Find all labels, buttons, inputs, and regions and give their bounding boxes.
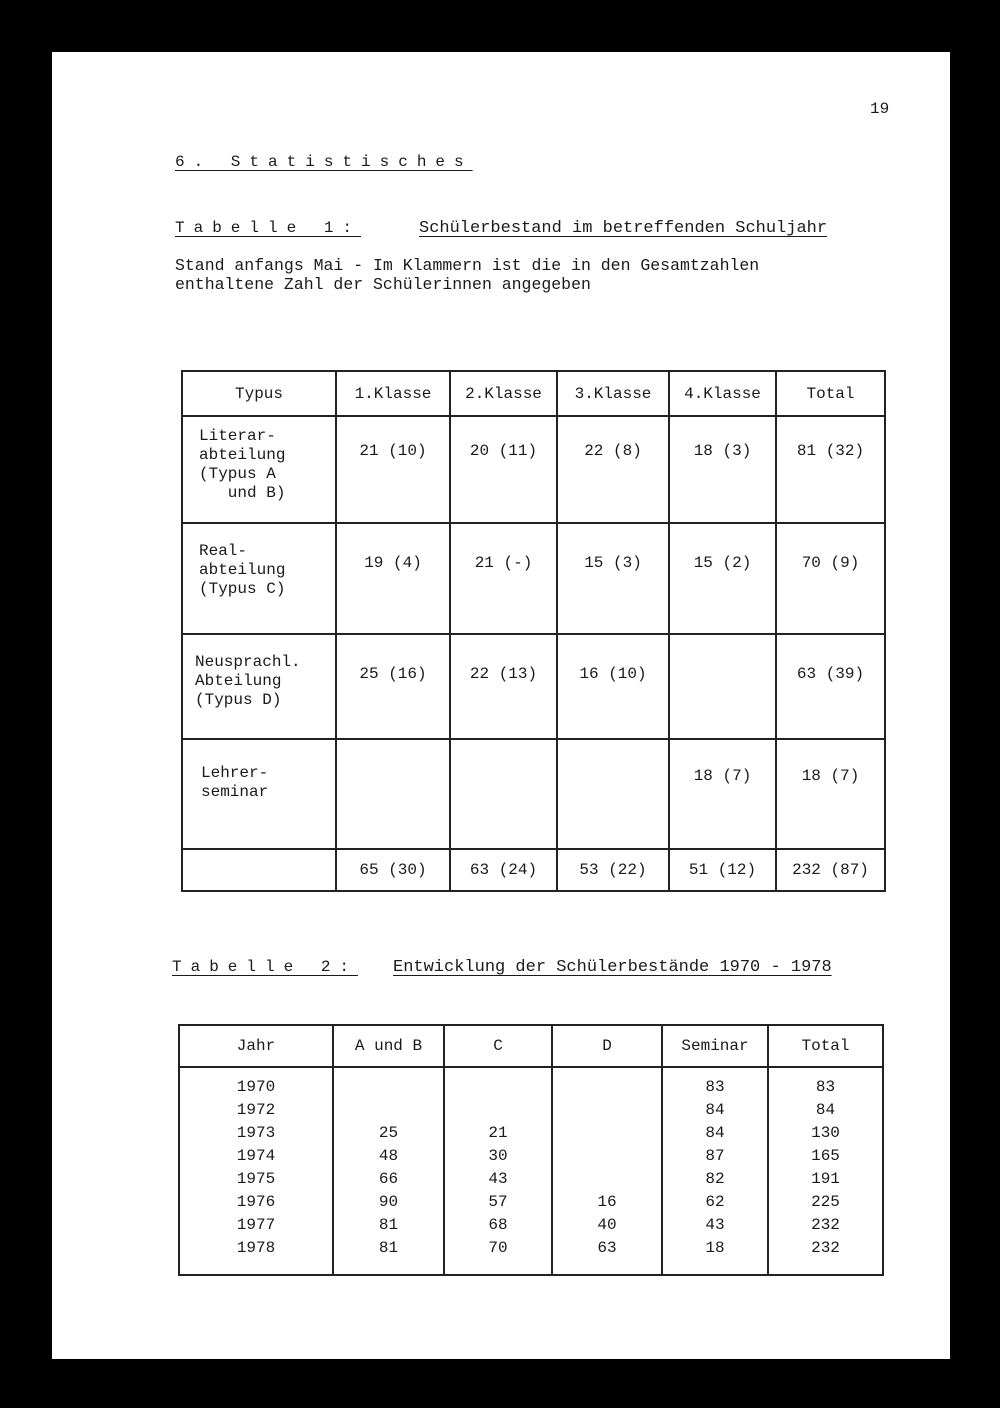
table2-label: Tabelle 2: <box>172 958 359 976</box>
table-cell: 20 (11) <box>450 416 557 523</box>
table-cell: 16 <box>597 1193 617 1211</box>
table-cell: 43 <box>705 1216 725 1234</box>
table-cell: 225 <box>811 1193 840 1211</box>
table-cell: 18 (3) <box>669 416 776 523</box>
table-cell <box>553 1168 661 1191</box>
table2-column-jahr <box>179 1067 333 1275</box>
table-cell: 191 <box>811 1170 840 1188</box>
table-cell: 21 (-) <box>450 523 557 634</box>
table-cell: 15 (2) <box>669 523 776 634</box>
row-label: Literar- abteilung (Typus A und B) <box>182 416 336 523</box>
table2-header: C <box>444 1025 552 1067</box>
table2-column-a-und-b <box>333 1067 444 1275</box>
table-cell: 70 <box>488 1239 508 1257</box>
table1-header: Typus <box>182 371 336 416</box>
table1-header: 2.Klasse <box>450 371 557 416</box>
row-label: Real- abteilung (Typus C) <box>182 523 336 634</box>
document-page <box>52 52 950 1359</box>
table-cell: 1978 <box>236 1239 276 1257</box>
table-cell: 165 <box>811 1147 840 1165</box>
table-cell: 21 <box>488 1124 508 1142</box>
row-label: Lehrer- seminar <box>182 739 336 849</box>
table2-column-d <box>552 1067 662 1275</box>
table1-header: 1.Klasse <box>336 371 450 416</box>
table-row <box>182 416 885 523</box>
table-cell: 57 <box>488 1193 508 1211</box>
table-cell: 19 (4) <box>336 523 450 634</box>
table-cell <box>336 739 450 849</box>
table-cell: 1972 <box>236 1101 276 1119</box>
table-cell: 90 <box>378 1193 399 1211</box>
table2-column-seminar <box>662 1067 768 1275</box>
table-cell: 68 <box>488 1216 508 1234</box>
table1-header: 4.Klasse <box>669 371 776 416</box>
totals-cell: 232 (87) <box>776 849 885 891</box>
table-cell: 25 (16) <box>336 634 450 739</box>
table-cell: 1974 <box>236 1147 276 1165</box>
table1-label: Tabelle 1: <box>175 219 362 237</box>
table-cell: 16 (10) <box>557 634 669 739</box>
page-number: 19 <box>870 100 890 118</box>
table-cell: 81 <box>378 1216 399 1234</box>
table-cell: 82 <box>705 1170 725 1188</box>
table-row <box>182 523 885 634</box>
table-cell: 30 <box>488 1147 508 1165</box>
table-cell <box>445 1099 551 1122</box>
table-cell: 232 <box>811 1239 840 1257</box>
table-cell: 22 (8) <box>557 416 669 523</box>
table-cell: 70 (9) <box>776 523 885 634</box>
table-cell: 1970 <box>236 1078 276 1096</box>
table1-note-line2: enthaltene Zahl der Schülerinnen angegeben <box>175 275 591 294</box>
table-cell: 1973 <box>236 1124 276 1142</box>
table-cell: 1977 <box>236 1216 276 1234</box>
totals-cell: 53 (22) <box>557 849 669 891</box>
table2 <box>178 1024 884 1276</box>
table-row <box>182 634 885 739</box>
table-cell <box>553 1076 661 1099</box>
table-cell: 22 (13) <box>450 634 557 739</box>
table-cell: 84 <box>815 1101 836 1119</box>
table1 <box>181 370 886 892</box>
table-cell: 63 (39) <box>776 634 885 739</box>
table2-header: Jahr <box>179 1025 333 1067</box>
table-row <box>182 739 885 849</box>
table1-title: Schülerbestand im betreffenden Schuljahr <box>419 219 828 238</box>
table-cell: 232 <box>811 1216 840 1234</box>
row-label: Neusprachl. Abteilung (Typus D) <box>182 634 336 739</box>
table-cell: 1975 <box>236 1170 276 1188</box>
table-cell <box>553 1145 661 1168</box>
totals-cell <box>182 849 336 891</box>
table-cell: 130 <box>811 1124 840 1142</box>
table-cell: 81 <box>378 1239 399 1257</box>
table-cell: 83 <box>815 1078 836 1096</box>
table-cell: 21 (10) <box>336 416 450 523</box>
table-cell: 15 (3) <box>557 523 669 634</box>
table1-note-line1: Stand anfangs Mai - Im Klammern ist die in den Gesamtzahlen <box>175 256 760 275</box>
totals-cell: 51 (12) <box>669 849 776 891</box>
section-title: 6. Statistisches <box>175 153 473 171</box>
table2-column-c <box>444 1067 552 1275</box>
table-cell: 25 <box>378 1124 399 1142</box>
table-cell: 43 <box>488 1170 508 1188</box>
table1-header-row <box>182 371 885 416</box>
table-cell: 1976 <box>236 1193 276 1211</box>
table1-header: Total <box>776 371 885 416</box>
table-row <box>179 1067 883 1275</box>
table-cell: 66 <box>378 1170 399 1188</box>
totals-cell: 63 (24) <box>450 849 557 891</box>
table-cell: 18 (7) <box>776 739 885 849</box>
table-cell <box>553 1122 661 1145</box>
table-cell <box>445 1076 551 1099</box>
table-cell: 62 <box>705 1193 725 1211</box>
table-cell: 18 <box>705 1239 725 1257</box>
table2-header-row <box>179 1025 883 1067</box>
table2-title: Entwicklung der Schülerbestände 1970 - 1978 <box>393 958 832 977</box>
table1-header: 3.Klasse <box>557 371 669 416</box>
table-cell: 81 (32) <box>776 416 885 523</box>
table-cell: 40 <box>597 1216 617 1234</box>
table-cell <box>557 739 669 849</box>
table2-header: D <box>552 1025 662 1067</box>
table-cell <box>334 1076 443 1099</box>
table2-header: Seminar <box>662 1025 768 1067</box>
table-cell: 63 <box>597 1239 617 1257</box>
table2-column-total <box>768 1067 883 1275</box>
table-cell <box>334 1099 443 1122</box>
table-cell: 84 <box>705 1101 725 1119</box>
table-cell: 84 <box>705 1124 725 1142</box>
table-cell <box>669 634 776 739</box>
table-cell: 18 (7) <box>669 739 776 849</box>
table-cell: 83 <box>705 1078 725 1096</box>
totals-cell: 65 (30) <box>336 849 450 891</box>
table-cell <box>450 739 557 849</box>
table1-totals-row <box>182 849 885 891</box>
table-cell: 48 <box>378 1147 399 1165</box>
table-cell <box>553 1099 661 1122</box>
table-cell: 87 <box>705 1147 725 1165</box>
table2-header: Total <box>768 1025 883 1067</box>
table2-header: A und B <box>333 1025 444 1067</box>
